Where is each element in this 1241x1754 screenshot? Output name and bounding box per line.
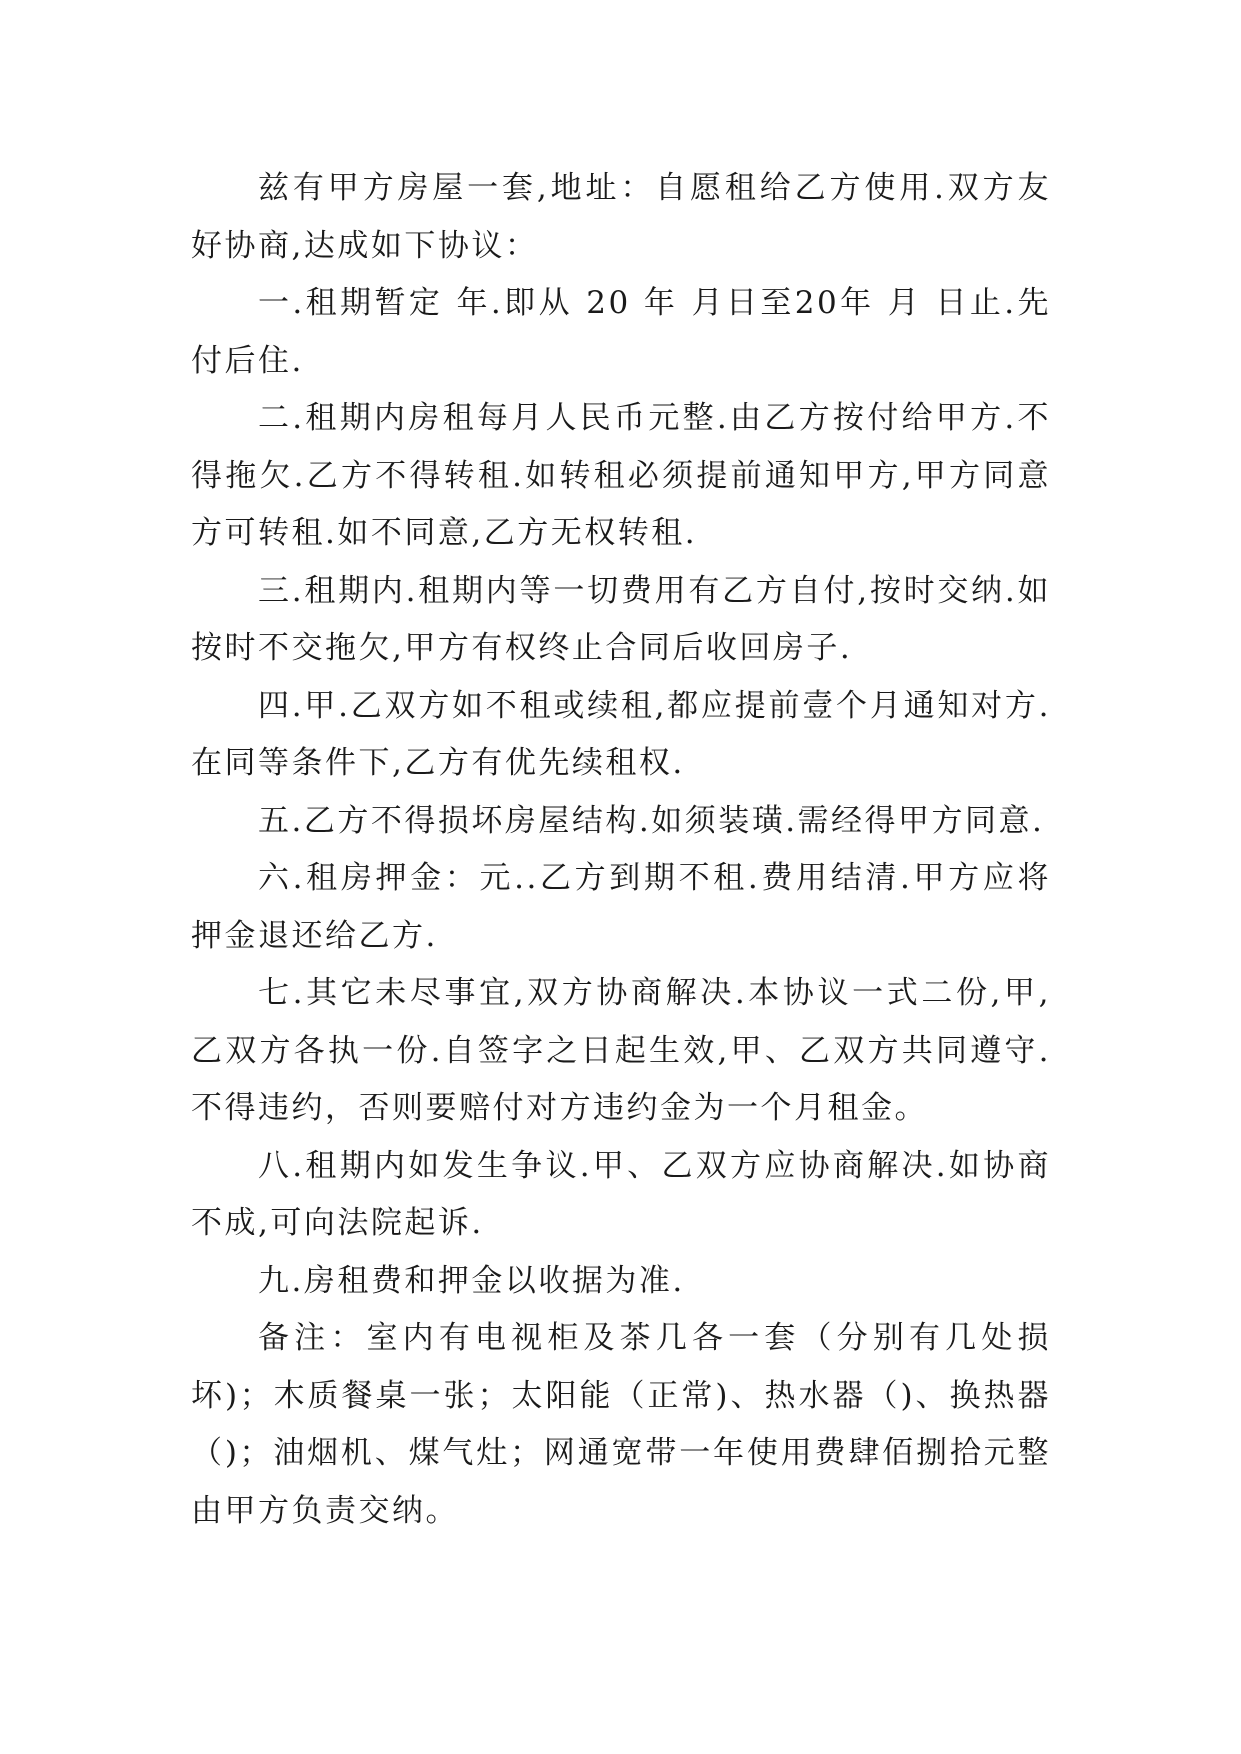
contract-body <box>191 160 1051 1540</box>
paragraph-clause-3: 三.租期内.租期内等一切费用有乙方自付,按时交纳.如按时不交拖欠,甲方有权终止合同后收回房子. <box>191 572 1051 666</box>
paragraph-clause-6: 六.租房押金：元..乙方到期不租.费用结清.甲方应将押金退还给乙方. <box>191 860 1051 954</box>
paragraph-clause-7: 七.其它未尽事宜,双方协商解决.本协议一式二份,甲,乙双方各执一份.自签字之日起生效,甲、乙双方共同遵守.不得违约，否则要赔付对方违约金为一个月租金。 <box>191 975 1051 1126</box>
paragraph-clause-1: 一.租期暂定 年.即从 20 年 月日至20年 月 日止.先付后住. <box>191 285 1051 379</box>
paragraph-clause-8: 八.租期内如发生争议.甲、乙双方应协商解决.如协商不成,可向法院起诉. <box>191 1147 1051 1241</box>
paragraph-clause-9: 九.房租费和押金以收据为准. <box>258 1262 685 1299</box>
paragraph-clause-5: 五.乙方不得损坏房屋结构.如须装璜.需经得甲方同意. <box>258 802 1045 839</box>
paragraph-clause-2: 二.租期内房租每月人民币元整.由乙方按付给甲方.不得拖欠.乙方不得转租.如转租必须提前通知甲方,甲方同意方可转租.如不同意,乙方无权转租. <box>191 400 1051 551</box>
paragraph-preamble: 兹有甲方房屋一套,地址：自愿租给乙方使用.双方友好协商,达成如下协议： <box>191 170 1051 264</box>
paragraph-clause-4: 四.甲.乙双方如不租或续租,都应提前壹个月通知对方.在同等条件下,乙方有优先续租权. <box>191 687 1051 781</box>
paragraph-remarks: 备注：室内有电视柜及茶几各一套（分别有几处损坏)；木质餐桌一张；太阳能（正常)、热水器（)、换热器（)；油烟机、煤气灶；网通宽带一年使用费肆佰捌拾元整由甲方负责交纳。 <box>191 1320 1051 1529</box>
